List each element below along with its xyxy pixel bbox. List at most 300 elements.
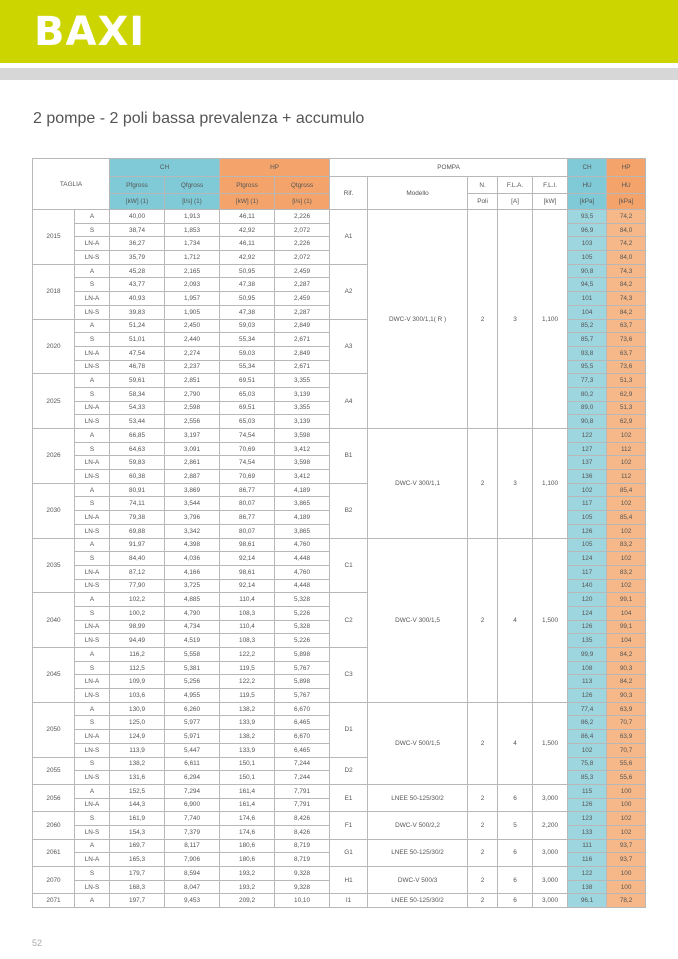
header-n: N. (468, 177, 498, 194)
ptgross-cell: 193,2 (220, 867, 275, 881)
hu-ch-cell: 124 (568, 606, 607, 620)
poli-cell: 2 (468, 867, 498, 894)
hu-ch-cell: 127 (568, 442, 607, 456)
ptgross-cell: 161,4 (220, 784, 275, 798)
qtgross-cell: 3,355 (275, 401, 330, 415)
qfgross-cell: 1,712 (165, 251, 220, 265)
qfgross-cell: 6,260 (165, 702, 220, 716)
taglia-cell: 2040 (33, 593, 75, 648)
pfgross-cell: 43,77 (110, 278, 165, 292)
taglia-cell: 2025 (33, 374, 75, 429)
hu-ch-cell: 101 (568, 292, 607, 306)
ptgross-cell: 209,2 (220, 894, 275, 908)
qfgross-cell: 5,256 (165, 675, 220, 689)
qfgross-cell: 3,091 (165, 442, 220, 456)
pfgross-cell: 197,7 (110, 894, 165, 908)
qtgross-cell: 2,287 (275, 305, 330, 319)
ptgross-cell: 42,92 (220, 251, 275, 265)
qtgross-cell: 8,426 (275, 825, 330, 839)
version-cell: LN-A (75, 237, 110, 251)
version-cell: LN-A (75, 853, 110, 867)
taglia-cell: 2055 (33, 757, 75, 784)
qfgross-cell: 8,117 (165, 839, 220, 853)
version-cell: LN-S (75, 524, 110, 538)
ptgross-cell: 110,4 (220, 620, 275, 634)
header-fla: F.L.A. (498, 177, 533, 194)
pfgross-cell: 130,9 (110, 702, 165, 716)
qfgross-cell: 9,453 (165, 894, 220, 908)
rif-cell: B1 (330, 429, 368, 484)
hu-ch-cell: 136 (568, 470, 607, 484)
hu-hp-cell: 102 (607, 429, 646, 443)
hu-ch-cell: 115 (568, 784, 607, 798)
version-cell: LN-S (75, 251, 110, 265)
fli-cell: 2,200 (533, 812, 568, 839)
rif-cell: C2 (330, 593, 368, 648)
rif-cell: B2 (330, 483, 368, 538)
qfgross-cell: 4,885 (165, 593, 220, 607)
qfgross-cell: 6,611 (165, 757, 220, 771)
table-row (33, 429, 646, 443)
taglia-cell: 2030 (33, 483, 75, 538)
version-cell: LN-S (75, 634, 110, 648)
header-ptgross: Ptgross (220, 177, 275, 194)
pfgross-cell: 58,34 (110, 387, 165, 401)
hu-ch-cell: 103 (568, 237, 607, 251)
poli-cell: 2 (468, 812, 498, 839)
qfgross-cell: 7,906 (165, 853, 220, 867)
pfgross-cell: 38,74 (110, 223, 165, 237)
qtgross-cell: 2,849 (275, 346, 330, 360)
header-fli: F.L.I. (533, 177, 568, 194)
qtgross-cell: 10,10 (275, 894, 330, 908)
fla-cell: 5 (498, 812, 533, 839)
qfgross-cell: 2,237 (165, 360, 220, 374)
qfgross-cell: 3,197 (165, 429, 220, 443)
header-hu-hp: HU (607, 177, 646, 194)
version-cell: LN-S (75, 470, 110, 484)
qfgross-cell: 3,725 (165, 579, 220, 593)
taglia-cell: 2070 (33, 867, 75, 894)
qtgross-cell: 3,865 (275, 524, 330, 538)
hu-ch-cell: 124 (568, 552, 607, 566)
qtgross-cell: 4,189 (275, 483, 330, 497)
hu-hp-cell: 102 (607, 579, 646, 593)
pfgross-cell: 45,28 (110, 264, 165, 278)
qtgross-cell: 5,898 (275, 675, 330, 689)
ptgross-cell: 59,03 (220, 346, 275, 360)
poli-cell: 2 (468, 894, 498, 908)
ptgross-cell: 180,6 (220, 839, 275, 853)
unit-qtgross: [l/s] (1) (275, 194, 330, 210)
qtgross-cell: 9,328 (275, 880, 330, 894)
pfgross-cell: 91,97 (110, 538, 165, 552)
hu-ch-cell: 111 (568, 839, 607, 853)
qfgross-cell: 2,274 (165, 346, 220, 360)
hu-ch-cell: 140 (568, 579, 607, 593)
header-hu-ch: HU (568, 177, 607, 194)
hu-hp-cell: 63,7 (607, 319, 646, 333)
header-divider (0, 68, 678, 80)
fla-cell: 4 (498, 538, 533, 702)
version-cell: S (75, 661, 110, 675)
qtgross-cell: 2,459 (275, 292, 330, 306)
qtgross-cell: 7,791 (275, 798, 330, 812)
rif-cell: H1 (330, 867, 368, 894)
ptgross-cell: 150,1 (220, 771, 275, 785)
version-cell: S (75, 716, 110, 730)
qtgross-cell: 5,898 (275, 648, 330, 662)
table-row (33, 538, 646, 552)
hu-hp-cell: 83,2 (607, 565, 646, 579)
version-cell: LN-A (75, 620, 110, 634)
ptgross-cell: 119,5 (220, 689, 275, 703)
hu-ch-cell: 96,9 (568, 223, 607, 237)
hu-hp-cell: 100 (607, 880, 646, 894)
hu-hp-cell: 62,9 (607, 415, 646, 429)
pfgross-cell: 59,83 (110, 456, 165, 470)
ptgross-cell: 180,6 (220, 853, 275, 867)
taglia-cell: 2035 (33, 538, 75, 593)
fli-cell: 1,500 (533, 702, 568, 784)
ptgross-cell: 55,34 (220, 360, 275, 374)
ptgross-cell: 47,38 (220, 278, 275, 292)
ptgross-cell: 46,11 (220, 237, 275, 251)
pfgross-cell: 84,40 (110, 552, 165, 566)
hu-ch-cell: 93,8 (568, 346, 607, 360)
qfgross-cell: 6,294 (165, 771, 220, 785)
ptgross-cell: 174,6 (220, 812, 275, 826)
pfgross-cell: 165,3 (110, 853, 165, 867)
modello-cell: DWC-V 500/1,5 (368, 702, 468, 784)
hu-hp-cell: 62,9 (607, 387, 646, 401)
qfgross-cell: 4,166 (165, 565, 220, 579)
fla-cell: 6 (498, 839, 533, 866)
qtgross-cell: 2,849 (275, 319, 330, 333)
version-cell: LN-S (75, 771, 110, 785)
pfgross-cell: 144,3 (110, 798, 165, 812)
qtgross-cell: 4,448 (275, 552, 330, 566)
hu-hp-cell: 102 (607, 524, 646, 538)
hu-hp-cell: 84,2 (607, 278, 646, 292)
qfgross-cell: 8,594 (165, 867, 220, 881)
version-cell: LN-A (75, 565, 110, 579)
hu-ch-cell: 126 (568, 689, 607, 703)
hu-ch-cell: 122 (568, 429, 607, 443)
pfgross-cell: 169,7 (110, 839, 165, 853)
hu-hp-cell: 55,6 (607, 771, 646, 785)
qtgross-cell: 3,139 (275, 415, 330, 429)
ptgross-cell: 50,95 (220, 292, 275, 306)
qtgross-cell: 5,767 (275, 661, 330, 675)
qfgross-cell: 3,796 (165, 511, 220, 525)
version-cell: LN-A (75, 292, 110, 306)
qfgross-cell: 1,853 (165, 223, 220, 237)
qfgross-cell: 7,740 (165, 812, 220, 826)
baxi-logo: BAXI (34, 9, 146, 55)
hu-ch-cell: 85,7 (568, 333, 607, 347)
fla-cell: 6 (498, 894, 533, 908)
rif-cell: F1 (330, 812, 368, 839)
hu-ch-cell: 80,2 (568, 387, 607, 401)
unit-hu-hp: [kPa] (607, 194, 646, 210)
hu-hp-cell: 51,3 (607, 374, 646, 388)
ptgross-cell: 98,61 (220, 538, 275, 552)
qfgross-cell: 1,734 (165, 237, 220, 251)
qtgross-cell: 3,412 (275, 470, 330, 484)
hu-hp-cell: 102 (607, 552, 646, 566)
qtgross-cell: 2,671 (275, 360, 330, 374)
pfgross-cell: 53,44 (110, 415, 165, 429)
hu-ch-cell: 86,4 (568, 730, 607, 744)
ptgross-cell: 119,5 (220, 661, 275, 675)
qtgross-cell: 5,328 (275, 620, 330, 634)
hu-hp-cell: 102 (607, 825, 646, 839)
version-cell: S (75, 497, 110, 511)
qtgross-cell: 3,598 (275, 456, 330, 470)
header-pompa: POMPA (330, 159, 568, 177)
version-cell: S (75, 223, 110, 237)
qtgross-cell: 8,719 (275, 853, 330, 867)
qfgross-cell: 7,294 (165, 784, 220, 798)
ptgross-cell: 74,54 (220, 456, 275, 470)
version-cell: LN-A (75, 730, 110, 744)
qfgross-cell: 5,447 (165, 743, 220, 757)
version-cell: A (75, 538, 110, 552)
hu-ch-cell: 77,3 (568, 374, 607, 388)
qfgross-cell: 8,047 (165, 880, 220, 894)
hu-hp-cell: 73,6 (607, 333, 646, 347)
table-row (33, 812, 646, 826)
ptgross-cell: 69,51 (220, 374, 275, 388)
qtgross-cell: 8,426 (275, 812, 330, 826)
header-pfgross: Pfgross (110, 177, 165, 194)
modello-cell: DWC-V 500/3 (368, 867, 468, 894)
fli-cell: 3,000 (533, 839, 568, 866)
qfgross-cell: 2,093 (165, 278, 220, 292)
qtgross-cell: 7,244 (275, 757, 330, 771)
hu-ch-cell: 86,2 (568, 716, 607, 730)
poli-cell: 2 (468, 702, 498, 784)
hu-hp-cell: 63,9 (607, 730, 646, 744)
ptgross-cell: 122,2 (220, 648, 275, 662)
header-taglia: TAGLIA (33, 159, 110, 210)
qfgross-cell: 4,955 (165, 689, 220, 703)
header-modello: Modello (368, 177, 468, 210)
unit-qfgross: [l/s] (1) (165, 194, 220, 210)
hu-ch-cell: 113 (568, 675, 607, 689)
hu-ch-cell: 85,2 (568, 319, 607, 333)
hu-ch-cell: 117 (568, 565, 607, 579)
unit-pfgross: [kW] (1) (110, 194, 165, 210)
qfgross-cell: 5,381 (165, 661, 220, 675)
qtgross-cell: 6,465 (275, 743, 330, 757)
unit-hu-ch: [kPa] (568, 194, 607, 210)
version-cell: LN-A (75, 675, 110, 689)
qfgross-cell: 4,790 (165, 606, 220, 620)
unit-fli: [kW] (533, 194, 568, 210)
modello-cell: DWC-V 300/1,1 (368, 429, 468, 539)
header-qfgross: Qfgross (165, 177, 220, 194)
pfgross-cell: 131,6 (110, 771, 165, 785)
qfgross-cell: 3,544 (165, 497, 220, 511)
fli-cell: 1,500 (533, 538, 568, 702)
version-cell: A (75, 593, 110, 607)
ptgross-cell: 92,14 (220, 579, 275, 593)
qfgross-cell: 4,734 (165, 620, 220, 634)
pfgross-cell: 116,2 (110, 648, 165, 662)
qfgross-cell: 5,558 (165, 648, 220, 662)
version-cell: S (75, 812, 110, 826)
qfgross-cell: 4,036 (165, 552, 220, 566)
rif-cell: I1 (330, 894, 368, 908)
qtgross-cell: 6,465 (275, 716, 330, 730)
qtgross-cell: 4,760 (275, 565, 330, 579)
ptgross-cell: 150,1 (220, 757, 275, 771)
rif-cell: E1 (330, 784, 368, 811)
qfgross-cell: 2,790 (165, 387, 220, 401)
hu-hp-cell: 74,2 (607, 210, 646, 224)
rif-cell: D2 (330, 757, 368, 784)
pfgross-cell: 161,9 (110, 812, 165, 826)
header-rif: Rif. (330, 177, 368, 210)
hu-hp-cell: 84,0 (607, 223, 646, 237)
version-cell: LN-A (75, 346, 110, 360)
table-row (33, 702, 646, 716)
header-ch-hu: CH (568, 159, 607, 177)
ptgross-cell: 108,3 (220, 634, 275, 648)
fla-cell: 6 (498, 784, 533, 811)
hu-hp-cell: 51,3 (607, 401, 646, 415)
qfgross-cell: 1,957 (165, 292, 220, 306)
qtgross-cell: 2,072 (275, 223, 330, 237)
hu-hp-cell: 112 (607, 442, 646, 456)
version-cell: LN-S (75, 743, 110, 757)
modello-cell: LNEE 50-125/30/2 (368, 839, 468, 866)
taglia-cell: 2071 (33, 894, 75, 908)
qtgross-cell: 3,139 (275, 387, 330, 401)
qtgross-cell: 2,671 (275, 333, 330, 347)
hu-ch-cell: 89,0 (568, 401, 607, 415)
version-cell: LN-A (75, 511, 110, 525)
qtgross-cell: 3,598 (275, 429, 330, 443)
hu-ch-cell: 126 (568, 620, 607, 634)
pfgross-cell: 46,78 (110, 360, 165, 374)
hu-ch-cell: 117 (568, 497, 607, 511)
pfgross-cell: 51,24 (110, 319, 165, 333)
qtgross-cell: 2,072 (275, 251, 330, 265)
hu-ch-cell: 137 (568, 456, 607, 470)
ptgross-cell: 80,07 (220, 497, 275, 511)
qtgross-cell: 7,244 (275, 771, 330, 785)
qfgross-cell: 2,556 (165, 415, 220, 429)
version-cell: A (75, 648, 110, 662)
qtgross-cell: 5,767 (275, 689, 330, 703)
hu-hp-cell: 102 (607, 812, 646, 826)
hu-hp-cell: 104 (607, 634, 646, 648)
modello-cell: DWC-V 300/1,5 (368, 538, 468, 702)
qtgross-cell: 2,226 (275, 237, 330, 251)
qtgross-cell: 9,328 (275, 867, 330, 881)
hu-hp-cell: 74,3 (607, 264, 646, 278)
version-cell: LN-A (75, 798, 110, 812)
version-cell: A (75, 839, 110, 853)
version-cell: A (75, 429, 110, 443)
table-row (33, 867, 646, 881)
ptgross-cell: 65,03 (220, 387, 275, 401)
pfgross-cell: 35,79 (110, 251, 165, 265)
hu-hp-cell: 55,6 (607, 757, 646, 771)
pfgross-cell: 154,3 (110, 825, 165, 839)
rif-cell: C3 (330, 648, 368, 703)
pfgross-cell: 39,83 (110, 305, 165, 319)
taglia-cell: 2060 (33, 812, 75, 839)
specifications-table (32, 158, 646, 908)
version-cell: S (75, 387, 110, 401)
version-cell: LN-S (75, 689, 110, 703)
qfgross-cell: 2,165 (165, 264, 220, 278)
qfgross-cell: 6,900 (165, 798, 220, 812)
pfgross-cell: 100,2 (110, 606, 165, 620)
hu-hp-cell: 90,3 (607, 661, 646, 675)
hu-hp-cell: 78,2 (607, 894, 646, 908)
qfgross-cell: 3,342 (165, 524, 220, 538)
version-cell: S (75, 606, 110, 620)
hu-hp-cell: 85,4 (607, 483, 646, 497)
ptgross-cell: 138,2 (220, 730, 275, 744)
version-cell: A (75, 264, 110, 278)
qtgross-cell: 6,670 (275, 730, 330, 744)
fli-cell: 3,000 (533, 867, 568, 894)
qtgross-cell: 2,287 (275, 278, 330, 292)
pfgross-cell: 64,63 (110, 442, 165, 456)
version-cell: LN-S (75, 880, 110, 894)
version-cell: LN-S (75, 825, 110, 839)
hu-ch-cell: 85,3 (568, 771, 607, 785)
hu-ch-cell: 138 (568, 880, 607, 894)
pfgross-cell: 179,7 (110, 867, 165, 881)
modello-cell: DWC-V 500/2,2 (368, 812, 468, 839)
pfgross-cell: 138,2 (110, 757, 165, 771)
ptgross-cell: 138,2 (220, 702, 275, 716)
hu-hp-cell: 100 (607, 798, 646, 812)
qfgross-cell: 1,913 (165, 210, 220, 224)
qtgross-cell: 2,459 (275, 264, 330, 278)
qfgross-cell: 4,519 (165, 634, 220, 648)
taglia-cell: 2015 (33, 210, 75, 265)
pfgross-cell: 113,9 (110, 743, 165, 757)
pfgross-cell: 80,91 (110, 483, 165, 497)
qtgross-cell: 3,865 (275, 497, 330, 511)
qfgross-cell: 2,450 (165, 319, 220, 333)
qtgross-cell: 2,226 (275, 210, 330, 224)
ptgross-cell: 108,3 (220, 606, 275, 620)
qtgross-cell: 7,791 (275, 784, 330, 798)
hu-ch-cell: 116 (568, 853, 607, 867)
pfgross-cell: 102,2 (110, 593, 165, 607)
hu-hp-cell: 84,2 (607, 675, 646, 689)
fli-cell: 1,100 (533, 210, 568, 429)
qfgross-cell: 5,977 (165, 716, 220, 730)
version-cell: LN-S (75, 305, 110, 319)
taglia-cell: 2050 (33, 702, 75, 757)
pfgross-cell: 87,12 (110, 565, 165, 579)
table-body (33, 210, 646, 908)
pfgross-cell: 112,5 (110, 661, 165, 675)
header-hp: HP (220, 159, 330, 177)
hu-hp-cell: 99,1 (607, 593, 646, 607)
modello-cell: DWC-V 300/1,1( R ) (368, 210, 468, 429)
